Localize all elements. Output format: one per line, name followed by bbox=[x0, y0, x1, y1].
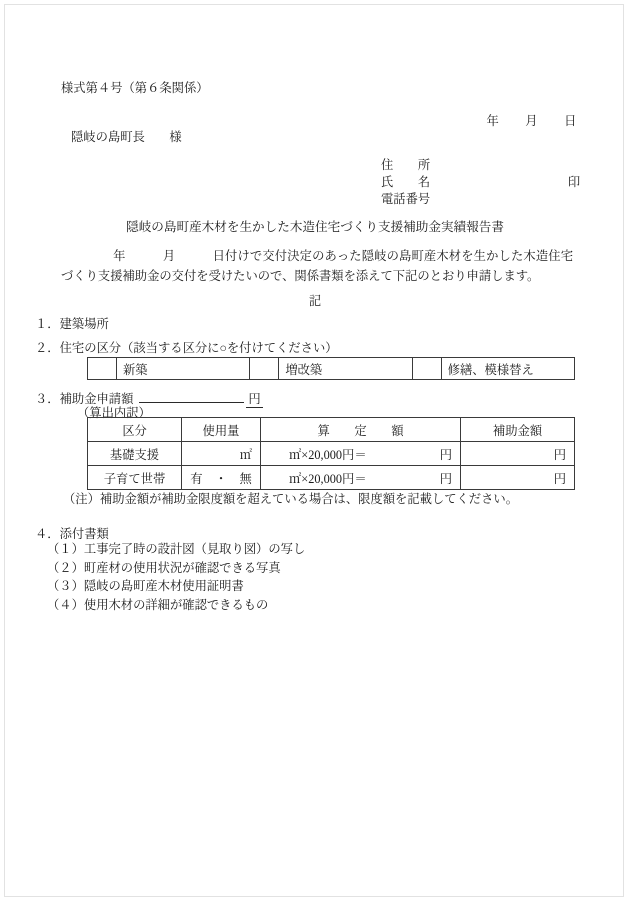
col-header-subsidy-amount: 補助金額 bbox=[461, 418, 575, 442]
section-2-heading: ２．住宅の区分（該当する区分に○を付けてください） bbox=[35, 341, 338, 355]
row-childrearing-calc-unit: 円 bbox=[439, 471, 452, 486]
list-item: （２）町産材の使用状況が確認できる写真 bbox=[47, 560, 281, 575]
applicant-address-row bbox=[381, 155, 580, 172]
col-header-calculated-amount: 算 定 額 bbox=[261, 418, 461, 442]
form-number: 様式第４号（第６条関係） bbox=[61, 81, 209, 95]
subsidy-amount-input[interactable] bbox=[139, 389, 244, 403]
housing-classification-table bbox=[87, 357, 575, 380]
table-header-row bbox=[88, 418, 575, 442]
row-basic-support-calc[interactable] bbox=[261, 442, 461, 466]
applicant-phone-label: 電話番号 bbox=[381, 192, 431, 206]
option-extension-mark[interactable] bbox=[250, 358, 279, 380]
row-basic-support-formula: ㎡×20,000円＝ bbox=[289, 447, 367, 462]
body-paragraph-text: 年 月 日付けで交付決定のあった隠岐の島町産木材を生かした木造住宅づくり支援補助金の交付を受けたいので、関係書類を添えて下記のとおり申請します。 bbox=[61, 249, 573, 283]
list-item: （３）隠岐の島町産木材使用証明書 bbox=[47, 579, 244, 594]
table-row bbox=[88, 358, 575, 380]
list-item: （１）工事完了時の設計図（見取り図）の写し bbox=[47, 542, 306, 556]
subsidy-amount-unit: 円 bbox=[246, 389, 262, 408]
applicant-name-row bbox=[381, 172, 580, 189]
section-4-heading: ４．添付書類 bbox=[35, 527, 109, 541]
row-basic-support-subsidy[interactable]: 円 bbox=[461, 442, 575, 466]
option-newbuild-label: 新築 bbox=[117, 358, 250, 380]
date-line bbox=[465, 93, 577, 150]
row-childrearing-subsidy[interactable]: 円 bbox=[461, 466, 575, 490]
calculation-breakdown-table bbox=[87, 417, 575, 490]
row-childrearing-usage[interactable]: 有 ・ 無 bbox=[182, 466, 261, 490]
row-childrearing-category: 子育て世帯 bbox=[88, 466, 182, 490]
section-1-heading: １．建築場所 bbox=[35, 317, 109, 331]
date-month-label: 月 bbox=[525, 114, 539, 129]
list-item: （４）使用木材の詳細が確認できるもの bbox=[47, 598, 269, 613]
row-basic-support-calc-unit: 円 bbox=[439, 447, 452, 462]
section-3-subheading: （算出内訳） bbox=[77, 406, 151, 420]
option-repair-mark[interactable] bbox=[412, 358, 441, 380]
ki-marker: 記 bbox=[308, 294, 322, 308]
page-title: 隠岐の島町産木材を生かした木造住宅づくり支援補助金実績報告書 bbox=[126, 220, 504, 234]
subsidy-note: （注）補助金額が補助金限度額を超えている場合は、限度額を記載してください。 bbox=[63, 492, 518, 506]
applicant-name-label: 氏 名 bbox=[381, 175, 431, 189]
applicant-block bbox=[381, 155, 580, 206]
row-basic-support-usage[interactable]: ㎡ bbox=[182, 442, 261, 466]
option-extension-label: 増改築 bbox=[279, 358, 412, 380]
row-childrearing-formula: ㎡×20,000円＝ bbox=[289, 471, 367, 486]
table-row bbox=[88, 466, 575, 490]
addressee: 隠岐の島町長 様 bbox=[71, 130, 182, 144]
option-repair-label: 修繕、模様替え bbox=[441, 358, 574, 380]
section-3-label: ３．補助金申請額 bbox=[35, 392, 134, 406]
date-day-label: 日 bbox=[564, 114, 577, 129]
body-paragraph bbox=[61, 247, 573, 287]
date-year-label: 年 bbox=[486, 114, 500, 129]
row-childrearing-calc-inner bbox=[261, 469, 460, 487]
row-childrearing-calc[interactable] bbox=[261, 466, 461, 490]
applicant-address-label: 住 所 bbox=[381, 158, 431, 172]
col-header-usage: 使用量 bbox=[182, 418, 261, 442]
row-basic-support-calc-inner bbox=[261, 445, 460, 463]
col-header-category: 区分 bbox=[88, 418, 182, 442]
option-newbuild-mark[interactable] bbox=[88, 358, 117, 380]
seal-stamp-label: 印 bbox=[567, 175, 581, 189]
attachment-list bbox=[47, 540, 305, 615]
row-basic-support-category: 基礎支援 bbox=[88, 442, 182, 466]
table-row bbox=[88, 442, 575, 466]
applicant-phone-row bbox=[381, 189, 580, 206]
document-page bbox=[4, 4, 624, 897]
